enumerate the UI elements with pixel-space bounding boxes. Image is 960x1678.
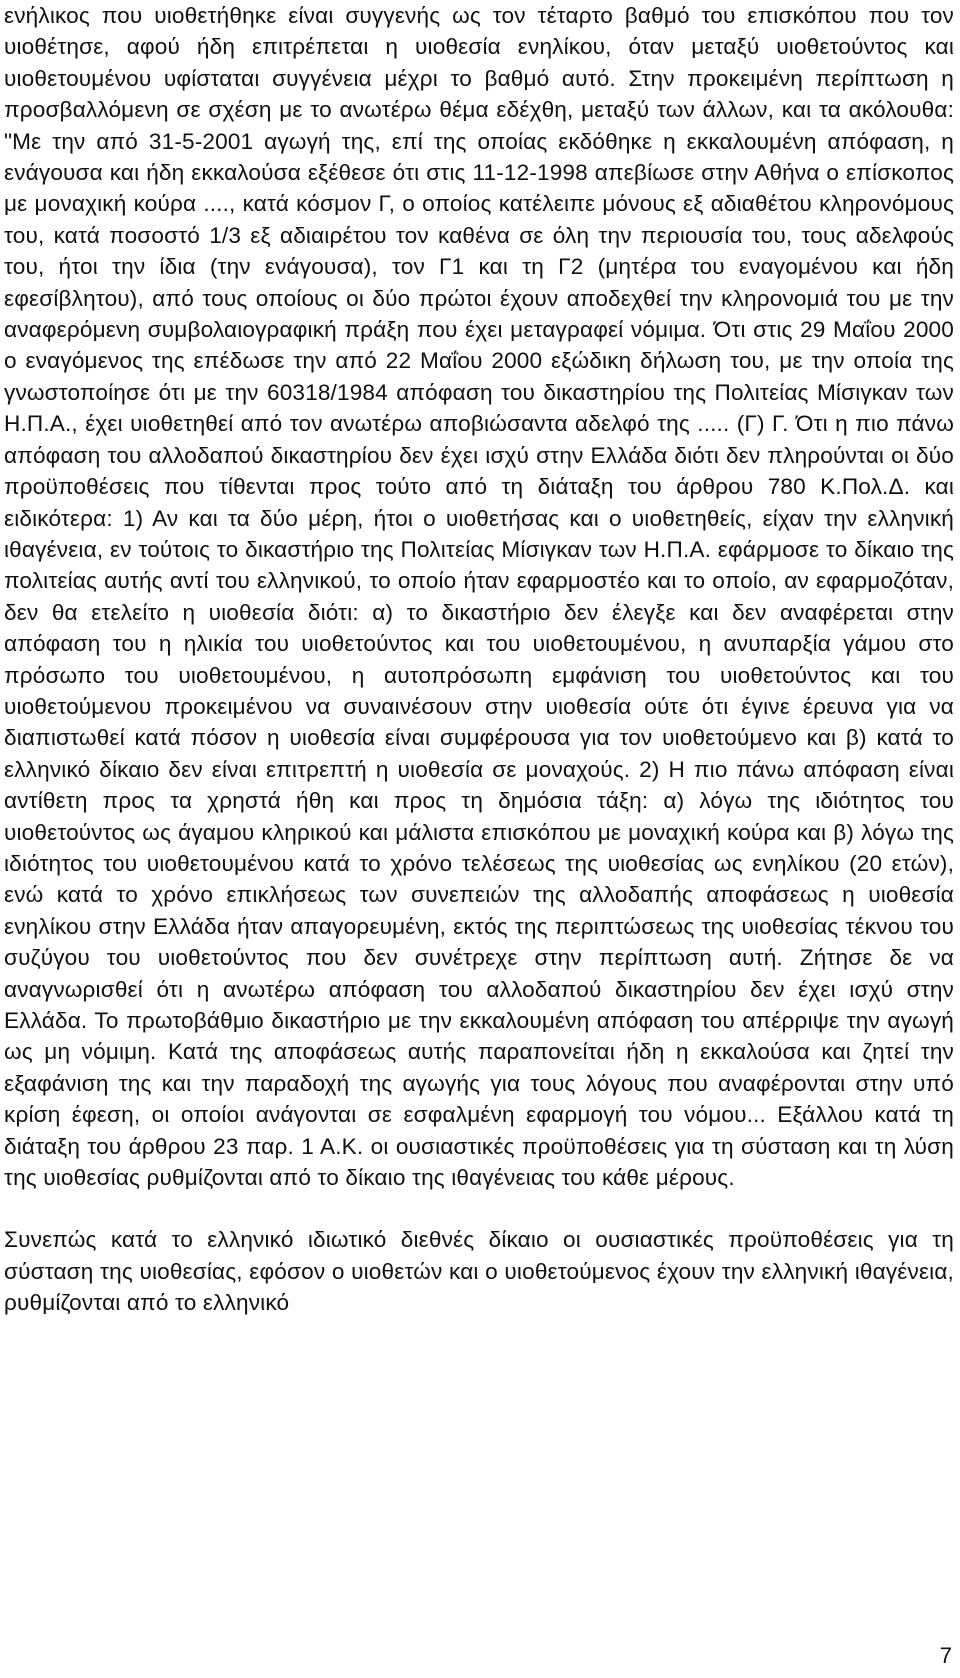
body-paragraph-1: ενήλικος που υιοθετήθηκε είναι συγγενής ως τον τέταρτο βαθμό του επισκόπου που τον υιοθέτησε, αφού ήδη επιτρέπεται η υιοθεσία ενηλίκου, όταν μεταξύ υιοθετούντος και υιοθετουμένου υφίσταται συγγένεια μέχρι το βαθμό αυτό. Στην προκειμένη περίπτωση η προσβαλλόμενη σε σχέση με το ανωτέρω θέμα εδέχθη, μεταξύ των άλλων, και τα ακόλουθα: "Με την από 31-5-2001 αγωγή της, επί της οποίας εκδόθηκε η εκκαλουμένη απόφαση, η ενάγουσα και ήδη εκκαλούσα εξέθεσε ότι στις 11-12-1998 απεβίωσε στην Αθήνα ο επίσκοπος με μοναχική κούρα ...., κατά κόσμον Γ, ο οποίος κατέλειπε μόνους εξ αδιαθέτου κληρονόμους του, κατά ποσοστό 1/3 εξ αδιαιρέτου τον καθένα σε όλη την περιουσία του, τους αδελφούς του, ήτοι την ίδια (την ενάγουσα), τον Γ1 και τη Γ2 (μητέρα του εναγομένου και ήδη εφεσίβλητου), από τους οποίους οι δύο πρώτοι έχουν αποδεχθεί την κληρονομιά του με την αναφερόμενη συμβολαιογραφική πράξη που έχει μεταγραφεί νόμιμα. Ότι στις 29 Μαΐου 2000 ο εναγόμενος της επέδωσε την από 22 Μαΐου 2000 εξώδικη δήλωση του, με την οποία της γνωστοποίησε ότι με την 60318/1984 απόφαση του δικαστηρίου της Πολιτείας Μίσιγκαν των Η.Π.Α., έχει υιοθετηθεί από τον ανωτέρω αποβιώσαντα αδελφό της ..... (Γ) Γ. Ότι η πιο πάνω απόφαση του αλλοδαπού δικαστηρίου δεν έχει ισχύ στην Ελλάδα διότι δεν πληρούνται οι δύο προϋποθέσεις που τίθενται προς τούτο από τη διάταξη του άρθρου 780 Κ.Πολ.Δ. και ειδικότερα: 1) Αν και τα δύο μέρη, ήτοι ο υιοθετήσας και ο υιοθετηθείς, είχαν την ελληνική ιθαγένεια, εν τούτοις το δικαστήριο της Πολιτείας Μίσιγκαν των Η.Π.Α. εφάρμοσε το δίκαιο της πολιτείας αυτής αντί του ελληνικού, το οποίο ήταν εφαρμοστέο και το οποίο, αν εφαρμοζόταν, δεν θα ετελείτο η υιοθεσία διότι: α) το δικαστήριο δεν έλεγξε και δεν αναφέρεται στην απόφαση του η ηλικία του υιοθετούντος και του υιοθετουμένου, η ανυπαρξία γάμου στο πρόσωπο του υιοθετουμένου, η αυτοπρόσωπη εμφάνιση του υιοθετούντος και του υιοθετούμενου προκειμένου να συναινέσουν στην υιοθεσία ούτε ότι έγινε έρευνα για να διαπιστωθεί κατά πόσον η υιοθεσία είναι συμφέρουσα για τον υιοθετούμενο και β) κατά το ελληνικό δίκαιο δεν είναι επιτρεπτή η υιοθεσία σε μοναχούς. 2) Η πιο πάνω απόφαση είναι αντίθετη προς τα χρηστά ήθη και προς τη δημόσια τάξη: α) λόγω της ιδιότητος του υιοθετούντος ως άγαμου κληρικού και μάλιστα επισκόπου με μοναχική κούρα και β) λόγω της ιδιότητος του υιοθετουμένου κατά το χρόνο τελέσεως της υιοθεσίας ως ενηλίκου (20 ετών), ενώ κατά το χρόνο επικλήσεως των συνεπειών της αλλοδαπής αποφάσεως η υιοθεσία ενηλίκου στην Ελλάδα ήταν απαγορευμένη, εκτός της περιπτώσεως της υιοθεσίας τέκνου του συζύγου του υιοθετούντος που δεν συνέτρεχε στην περίπτωση αυτή. Ζήτησε δε να αναγνωρισθεί ότι η ανωτέρω απόφαση του αλλοδαπού δικαστηρίου δεν έχει ισχύ στην Ελλάδα. Το πρωτοβάθμιο δικαστήριο με την εκκαλουμένη απόφαση του απέρριψε την αγωγή ως μη νόμιμη. Κατά της αποφάσεως αυτής παραπονείται ήδη η εκκαλούσα και ζητεί την εξαφάνιση της και την παραδοχή της αγωγής για τους λόγους που αναφέρονται στην υπό κρίση έφεση, οι οποίοι ανάγονται σε εσφαλμένη εφαρμογή του νόμου... Εξάλλου κατά τη διάταξη του άρθρου 23 παρ. 1 Α.Κ. οι ουσιαστικές προϋποθέσεις για τη σύσταση και τη λύση της υιοθεσίας ρυθμίζονται από το δίκαιο της ιθαγένειας του κάθε μέρους. xyxy=(4,3,954,1191)
page-number: 7 xyxy=(939,1643,952,1668)
body-paragraph-2: Συνεπώς κατά το ελληνικό ιδιωτικό διεθνές δίκαιο οι ουσιαστικές προϋποθέσεις για τη σύσταση της υιοθεσίας, εφόσον ο υιοθετών και ο υιοθετούμενος έχουν την ελληνική ιθαγένεια, ρυθμίζονται από το ελληνικό xyxy=(4,1227,954,1316)
document-page xyxy=(4,0,954,1319)
